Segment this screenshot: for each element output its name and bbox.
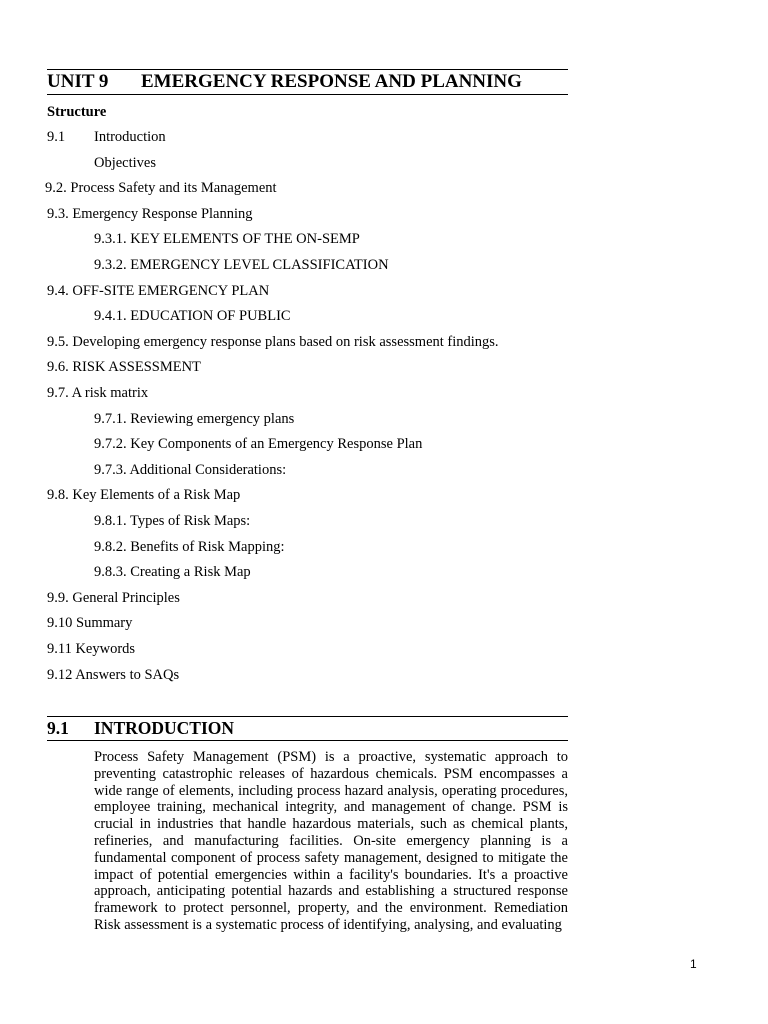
toc-item-number: 9.1: [47, 129, 66, 145]
toc-item-text: 9.7.1. Reviewing emergency plans: [94, 411, 295, 427]
structure-heading: Structure: [47, 104, 107, 120]
section-title: [47, 717, 568, 739]
toc-item-text: 9.10 Summary: [47, 615, 133, 631]
toc-item: [47, 282, 269, 300]
toc-item: [94, 538, 285, 556]
toc-item: [47, 666, 179, 684]
toc-item: [94, 230, 360, 248]
toc-item-text: 9.3. Emergency Response Planning: [47, 206, 253, 222]
toc-item: [47, 205, 253, 223]
toc-item: [94, 256, 389, 274]
toc-item-text: 9.8.1. Types of Risk Maps:: [94, 513, 251, 529]
toc-item-text: 9.5. Developing emergency response plans based on risk assessment findings.: [47, 334, 499, 350]
toc-item: [94, 435, 422, 453]
unit-title-text: EMERGENCY RESPONSE AND PLANNING: [141, 71, 522, 92]
toc-item: [47, 333, 499, 351]
toc-item-text: 9.4.1. EDUCATION OF PUBLIC: [94, 308, 291, 324]
toc-item-text: Introduction: [94, 129, 166, 145]
toc-item: [47, 384, 148, 402]
unit-title-bottom-rule: [47, 94, 568, 95]
toc-item-text: 9.3.1. KEY ELEMENTS OF THE ON-SEMP: [94, 231, 360, 247]
toc-item: [94, 154, 156, 172]
section-title-text: INTRODUCTION: [94, 718, 235, 738]
toc-item-text: 9.7.3. Additional Considerations:: [94, 462, 287, 478]
toc-item: [47, 640, 135, 658]
toc-item-text: 9.9. General Principles: [47, 590, 180, 606]
toc-item: [94, 461, 286, 479]
section-number: 9.1: [47, 718, 69, 738]
unit-title: [47, 70, 568, 94]
toc-item-text: 9.8.2. Benefits of Risk Mapping:: [94, 539, 285, 555]
toc-item-text: 9.7. A risk matrix: [47, 385, 149, 401]
toc-item: [47, 358, 201, 376]
toc-item: [47, 614, 132, 632]
toc-item: [45, 179, 277, 197]
toc-item-text: 9.8. Key Elements of a Risk Map: [47, 487, 241, 503]
toc-item: [94, 410, 294, 428]
toc-item-text: 9.12 Answers to SAQs: [47, 667, 180, 683]
toc-item-text: 9.4. OFF-SITE EMERGENCY PLAN: [47, 283, 270, 299]
toc-item: [47, 128, 166, 146]
toc-item: [94, 307, 291, 325]
introduction-paragraph: Process Safety Management (PSM) is a proactive, systematic approach to preventing catastrophic releases of hazardous chemicals. PSM encompasses a wide range of elements, including process hazard analysis, operating procedures, employee training, mechanical integrity, and management of change. PSM is crucial in industries that handle hazardous materials, such as chemical plants, refineries, and manufacturing facilities. On-site emergency planning is a fundamental component of process safety management, designed to mitigate the impact of potential emergencies within a facility's boundaries. It's a proactive approach, anticipating potential hazards and establishing a structured response framework to protect personnel, property, and the environment. Remediation Risk assessment is a systematic process of identifying, analysing, and evaluating: [94, 749, 568, 933]
page-number: 1: [690, 957, 697, 971]
toc-item-text: 9.11 Keywords: [47, 641, 136, 657]
toc-item: [94, 512, 250, 530]
toc-item: [47, 589, 180, 607]
toc-item: [94, 563, 251, 581]
unit-number: UNIT 9: [47, 71, 109, 92]
toc-item: [47, 486, 240, 504]
toc-item-text: 9.2. Process Safety and its Management: [45, 180, 277, 196]
toc-item-text: 9.3.2. EMERGENCY LEVEL CLASSIFICATION: [94, 257, 389, 273]
toc-item-text: Objectives: [94, 155, 157, 171]
toc-item-text: 9.8.3. Creating a Risk Map: [94, 564, 251, 580]
section-title-bottom-rule: [47, 740, 568, 741]
toc-item-text: 9.6. RISK ASSESSMENT: [47, 359, 201, 375]
toc-item-text: 9.7.2. Key Components of an Emergency Response Plan: [94, 436, 423, 452]
